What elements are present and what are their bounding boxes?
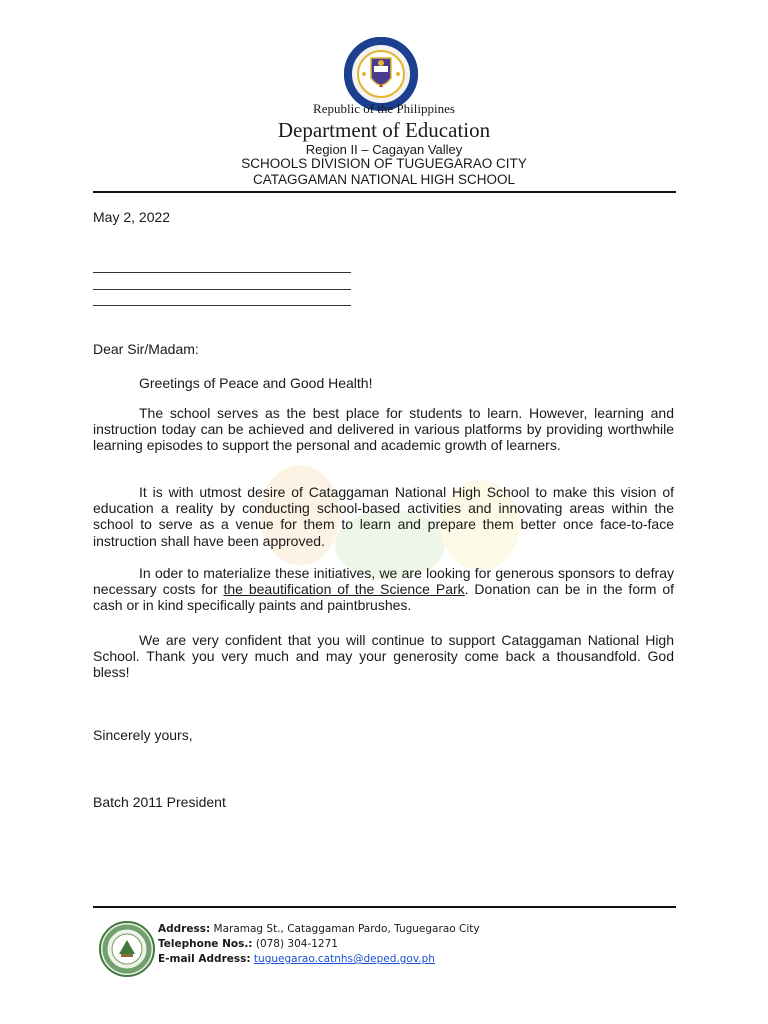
science-park-link[interactable]: the beautification of the Science Park: [223, 581, 465, 598]
paragraph-4: We are very confident that you will continue to support Cataggaman National High School. Thank you very much and may your generosity come back a thousandfold. God bless!: [93, 632, 674, 681]
footer-email: [158, 952, 435, 967]
email-label: E-mail Address:: [158, 953, 251, 965]
paragraph-2: It is with utmost desire of Cataggaman National High School to make this vision of education a reality by conducting school-based activities and innovating areas within the school to serve as a venue for them to learn and prepare them better once face-to-face instruction shall have been approved.: [93, 484, 674, 549]
footer-address: [158, 922, 480, 937]
region-line: Region II – Cagayan Valley: [305, 142, 463, 157]
school-line: CATAGGAMAN NATIONAL HIGH SCHOOL: [252, 172, 516, 187]
phone-label: Telephone Nos.:: [158, 938, 253, 950]
division-line: SCHOOLS DIVISION OF TUGUEGARAO CITY: [241, 156, 527, 171]
paragraph-3: [93, 565, 674, 614]
address-label: Address:: [158, 923, 211, 935]
letter-date: May 2, 2022: [93, 209, 171, 225]
department-title: Department of Education: [277, 118, 491, 142]
email-link[interactable]: tuguegarao.catnhs@deped.gov.ph: [253, 953, 435, 965]
paragraph-1: The school serves as the best place for students to learn. However, learning and instruction today can be achieved and delivered in various platforms by providing worthwhile learning episodes to support the personal and academic growth of learners.: [93, 405, 674, 454]
paragraph-3-text-b: . Donation can be in the form of cash or in kind specifically paints and paintbrushes.: [93, 581, 674, 614]
phone-value: (078) 304-1271: [252, 938, 338, 950]
paragraph-3-text-a: In oder to materialize these initiatives, we are looking for generous sponsors to defray necessary costs for: [93, 565, 674, 598]
address-value: Maramag St., Cataggaman Pardo, Tuguegarao City: [210, 923, 480, 935]
greeting: Greetings of Peace and Good Health!: [139, 375, 373, 391]
header-divider: [93, 191, 676, 193]
footer-divider: [93, 906, 676, 908]
republic-line: Republic of the Philippines: [313, 101, 455, 116]
footer-phone: [158, 937, 338, 952]
school-logo: [99, 921, 155, 977]
recipient-line-2[interactable]: [93, 289, 351, 290]
closing: Sincerely yours,: [93, 727, 193, 743]
recipient-line-1[interactable]: [93, 272, 351, 273]
signatory: Batch 2011 President: [93, 794, 226, 810]
recipient-line-3[interactable]: [93, 305, 351, 306]
salutation: Dear Sir/Madam:: [93, 341, 199, 357]
